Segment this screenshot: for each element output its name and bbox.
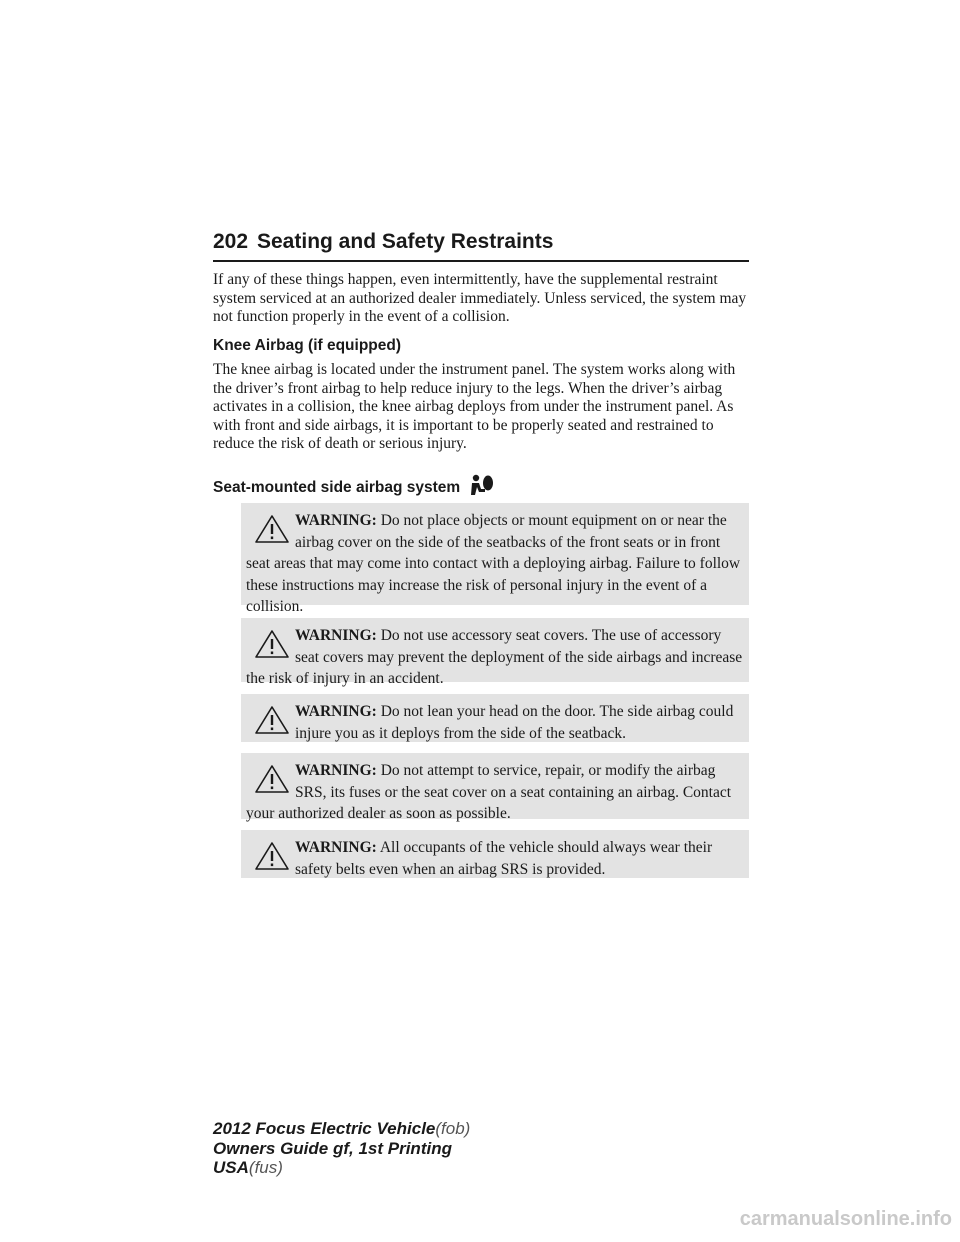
page-number: 202: [213, 230, 249, 253]
footer-vehicle: 2012 Focus Electric Vehicle: [213, 1119, 436, 1138]
section-title: Seating and Safety Restraints: [257, 230, 554, 253]
footer-region-code: (fus): [248, 1158, 283, 1177]
footer-line-3: [213, 1158, 470, 1178]
footer-line-2: [213, 1139, 470, 1159]
footer-line-1: [213, 1119, 470, 1139]
warning-text: Do not attempt to service, repair, or modify the airbag SRS, its fuses or the seat cover on a seat containing an airbag. Contact your authorized dealer as soon as possible.: [246, 762, 732, 823]
side-airbag-icon: [469, 474, 495, 501]
warning-box-5: [241, 830, 749, 878]
warning-box-1: [241, 503, 749, 616]
warning-text: Do not lean your head on the door. The side airbag could injure you as it deploys from the side of the seatback.: [295, 703, 734, 742]
knee-airbag-paragraph: The knee airbag is located under the instrument panel. The system works along with the driver’s front airbag to help reduce injury to the legs. When the driver’s airbag activates in a collision, the knee airbag deploys from under the instrument panel. As with front and side airbags, it is important to be properly seated and restrained to reduce the risk of death or serious injury.: [213, 361, 736, 453]
watermark: carmanualsonline.info: [739, 1208, 952, 1230]
side-airbag-heading-text: Seat-mounted side airbag system: [213, 479, 461, 496]
warning-label: WARNING:: [295, 762, 377, 779]
knee-airbag-heading: Knee Airbag (if equipped): [213, 337, 402, 354]
intro-paragraph: If any of these things happen, even intermittently, have the supplemental restraint system serviced at an authorized dealer immediately. Unless serviced, the system may not function properly in the event of a collision.: [213, 271, 747, 326]
warning-text: Do not use accessory seat covers. The use of accessory seat covers may prevent the deployment of the side airbags and increase the risk of injury in an accident.: [246, 627, 743, 688]
footer-region: USA: [213, 1158, 249, 1177]
warning-triangle-icon: [254, 629, 290, 659]
warning-triangle-icon: [254, 764, 290, 794]
warning-triangle-icon: [254, 514, 290, 544]
footer-guide: Owners Guide gf, 1st Printing: [213, 1138, 452, 1158]
page-header: [213, 230, 749, 262]
warning-text: All occupants of the vehicle should always wear their safety belts even when an airbag SRS is provided.: [295, 839, 713, 878]
warning-label: WARNING:: [295, 703, 377, 720]
warning-box-2: [241, 618, 749, 688]
warning-box-3: [241, 694, 749, 742]
warning-label: WARNING:: [295, 627, 377, 644]
side-airbag-heading: [213, 474, 495, 501]
warning-box-4: [241, 753, 749, 823]
warning-text: Do not place objects or mount equipment on or near the airbag cover on the side of the seatbacks of the front seats or in front seat areas that may come into contact with a deploying airbag. Failure to follow these instructions may increase the risk of personal injury in the event of a collision.: [246, 512, 741, 616]
footer-vehicle-code: (fob): [435, 1119, 471, 1138]
warning-triangle-icon: [254, 705, 290, 735]
warning-label: WARNING:: [295, 839, 377, 856]
page-footer: [213, 1119, 470, 1178]
warning-triangle-icon: [254, 841, 290, 871]
warning-label: WARNING:: [295, 512, 377, 529]
